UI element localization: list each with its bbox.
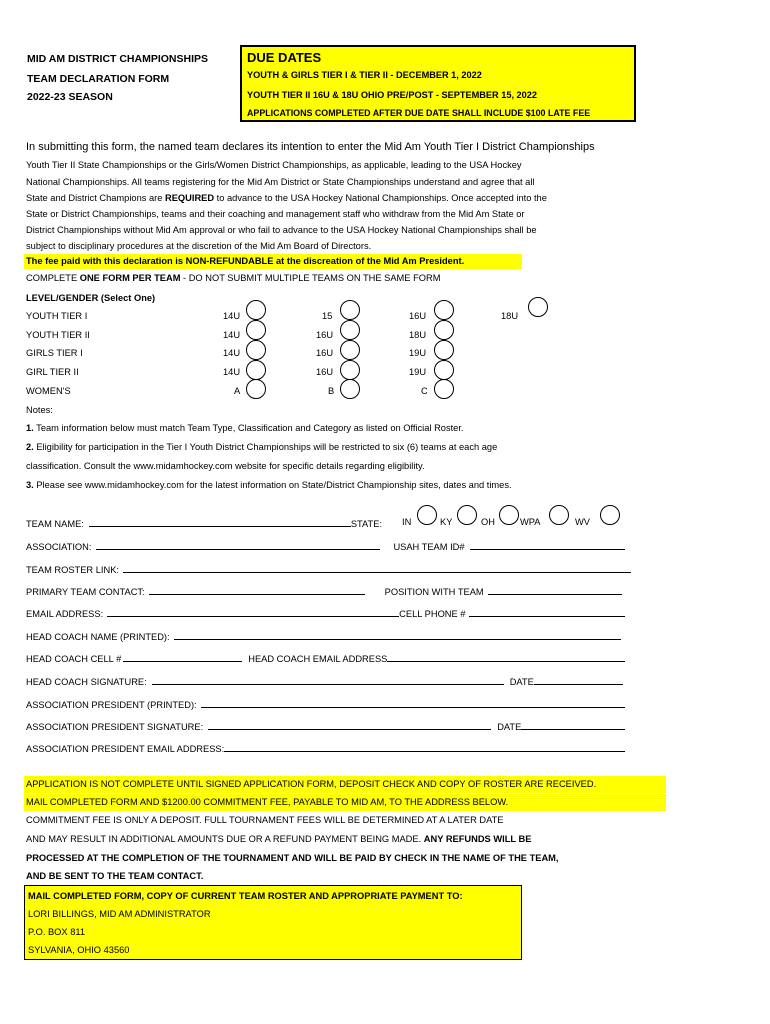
head-coach-name-field: HEAD COACH NAME (PRINTED): [26, 630, 621, 642]
level-label-youth-tier-1: YOUTH TIER I [26, 311, 88, 321]
assoc-president-date-input[interactable] [521, 720, 625, 730]
mailing-address-box [24, 885, 522, 960]
level-option-label: 16U [316, 348, 334, 358]
level-option-label: 16U [316, 330, 334, 340]
level-label-womens: WOMEN'S [26, 386, 71, 396]
radio-youth-tier-1-15[interactable] [340, 300, 360, 320]
level-option-label: 14U [223, 348, 241, 358]
head-coach-signature-input[interactable] [152, 675, 504, 685]
state-option-ky: KY [440, 517, 453, 527]
usah-team-id-input[interactable] [470, 540, 625, 550]
association-input[interactable] [96, 540, 380, 550]
due-dates-line3: APPLICATIONS COMPLETED AFTER DUE DATE SHALL INCLUDE $100 LATE FEE [247, 108, 591, 118]
level-label-youth-tier-2: YOUTH TIER II [26, 330, 90, 340]
level-option-label: C [421, 386, 428, 396]
intro-line4: State or District Championships, teams and their coaching and management staff who withdraw from the Mid Am State or [26, 209, 525, 219]
radio-youth-tier-2-18u[interactable] [434, 320, 454, 340]
level-option-label: 15 [322, 311, 333, 321]
level-option-label: B [328, 386, 335, 396]
due-dates-line2: YOUTH TIER II 16U & 18U OHIO PRE/POST - SEPTEMBER 15, 2022 [247, 90, 537, 100]
radio-womens-b[interactable] [340, 379, 360, 399]
state-option-wpa: WPA [520, 517, 541, 527]
radio-state-ky[interactable] [457, 505, 477, 525]
note-2: 2. Eligibility for participation in the Tier I Youth District Championships will be restricted to six (6) teams at each age [26, 442, 498, 452]
radio-state-wpa[interactable] [549, 505, 569, 525]
note-3: 3. Please see www.midamhockey.com for the latest information on State/District Championship sites, dates and times. [26, 480, 512, 490]
address-line3: SYLVANIA, OHIO 43560 [28, 945, 130, 955]
head-coach-name-input[interactable] [174, 630, 621, 640]
due-dates-line1: YOUTH & GIRLS TIER I & TIER II - DECEMBER 1, 2022 [247, 70, 482, 80]
radio-state-wv[interactable] [600, 505, 620, 525]
email-input[interactable] [107, 607, 399, 617]
radio-youth-tier-1-16u[interactable] [434, 300, 454, 320]
commitment-fee-line4: AND BE SENT TO THE TEAM CONTACT. [26, 871, 204, 881]
radio-youth-tier-1-14u[interactable] [246, 300, 266, 320]
radio-womens-c[interactable] [434, 379, 454, 399]
radio-youth-tier-2-16u[interactable] [340, 320, 360, 340]
level-option-label: 19U [409, 348, 427, 358]
level-option-label: A [234, 386, 241, 396]
note-2-cont: classification. Consult the www.midamhockey.com website for specific details regarding eligibility. [26, 461, 425, 471]
address-line2: P.O. BOX 811 [28, 927, 86, 937]
radio-youth-tier-1-18u[interactable] [528, 297, 548, 317]
intro-line5: District Championships without Mid Am approval or who fail to advance to the USA Hockey National Championships shall be [26, 225, 537, 235]
primary-contact-input[interactable] [149, 585, 365, 595]
address-line1: LORI BILLINGS, MID AM ADMINISTRATOR [28, 909, 211, 919]
due-dates-title: DUE DATES [247, 50, 322, 65]
level-option-label: 18U [501, 311, 519, 321]
level-gender-title: LEVEL/GENDER (Select One) [26, 293, 156, 303]
level-option-label: 16U [316, 367, 334, 377]
radio-girls-tier-1-14u[interactable] [246, 340, 266, 360]
level-option-label: 16U [409, 311, 427, 321]
head-coach-contact-field: HEAD COACH CELL # HEAD COACH EMAIL ADDRESS [26, 652, 625, 664]
level-label-girls-tier-1: GIRLS TIER I [26, 348, 83, 358]
head-coach-email-input[interactable] [387, 652, 625, 662]
association-field: ASSOCIATION: USAH TEAM ID# [26, 540, 625, 552]
intro-line6: subject to disciplinary procedures at the discretion of the Mid Am Board of Directors. [26, 241, 372, 251]
commitment-fee-line2: AND MAY RESULT IN ADDITIONAL AMOUNTS DUE OR A REFUND PAYMENT BEING MADE. ANY REFUNDS WILL BE [26, 834, 532, 844]
level-option-label: 19U [409, 367, 427, 377]
intro-line3: State and District Champions are REQUIRED to advance to the USA Hockey National Championships. Once accepted into the [26, 193, 547, 203]
level-option-label: 14U [223, 330, 241, 340]
radio-womens-a[interactable] [246, 379, 266, 399]
position-input[interactable] [488, 585, 622, 595]
level-option-label: 14U [223, 367, 241, 377]
radio-state-in[interactable] [417, 505, 437, 525]
cell-phone-input[interactable] [469, 607, 625, 617]
assoc-president-name-input[interactable] [201, 698, 625, 708]
radio-girls-tier-1-16u[interactable] [340, 340, 360, 360]
roster-link-input[interactable] [123, 563, 631, 573]
radio-girl-tier-2-16u[interactable] [340, 360, 360, 380]
commitment-fee-line3: PROCESSED AT THE COMPLETION OF THE TOURNAMENT AND WILL BE PAID BY CHECK IN THE NAME OF THE TEAM, [26, 853, 559, 863]
state-option-oh: OH [481, 517, 495, 527]
radio-girl-tier-2-19u[interactable] [434, 360, 454, 380]
notes-title: Notes: [26, 405, 53, 415]
commitment-fee-line1: COMMITMENT FEE IS ONLY A DEPOSIT. FULL TOURNAMENT FEES WILL BE DETERMINED AT A LATER DATE [26, 815, 504, 825]
roster-link-field: TEAM ROSTER LINK: [26, 563, 631, 575]
radio-youth-tier-2-14u[interactable] [246, 320, 266, 340]
head-coach-date-input[interactable] [534, 675, 623, 685]
team-name-input[interactable] [89, 517, 351, 527]
head-coach-cell-input[interactable] [123, 652, 242, 662]
note-1: 1. Team information below must match Team Type, Classification and Category as listed on Official Roster. [26, 423, 464, 433]
state-option-wv: WV [575, 517, 590, 527]
team-name-field: TEAM NAME: STATE: [26, 519, 383, 529]
header-title: MID AM DISTRICT CHAMPIONSHIPS [27, 53, 209, 65]
intro-line2: National Championships. All teams registering for the Mid Am District or State Championships understand and agree that all [26, 177, 535, 187]
due-dates-box [240, 45, 636, 122]
assoc-president-email-input[interactable] [224, 742, 625, 752]
intro-lead: In submitting this form, the named team declares its intention to enter the Mid Am Youth Tier I District Championships [26, 141, 595, 153]
state-option-in: IN [402, 517, 412, 527]
head-coach-signature-field: HEAD COACH SIGNATURE: DATE [26, 675, 623, 687]
assoc-president-email-field: ASSOCIATION PRESIDENT EMAIL ADDRESS: [26, 742, 625, 754]
mail-fee-notice: MAIL COMPLETED FORM AND $1200.00 COMMITMENT FEE, PAYABLE TO MID AM, TO THE ADDRESS BELOW. [24, 794, 666, 811]
primary-contact-field: PRIMARY TEAM CONTACT: POSITION WITH TEAM [26, 585, 622, 597]
level-option-label: 18U [409, 330, 427, 340]
radio-state-oh[interactable] [499, 505, 519, 525]
level-option-label: 14U [223, 311, 241, 321]
email-field: EMAIL ADDRESS: CELL PHONE # [26, 607, 625, 619]
header-season: 2022-23 SEASON [27, 91, 113, 103]
complete-instruction: COMPLETE ONE FORM PER TEAM - DO NOT SUBMIT MULTIPLE TEAMS ON THE SAME FORM [26, 273, 441, 283]
header-form: TEAM DECLARATION FORM [27, 73, 170, 85]
level-label-girl-tier-2: GIRL TIER II [26, 367, 79, 377]
assoc-president-signature-input[interactable] [208, 720, 491, 730]
intro-line1: Youth Tier II State Championships or the Girls/Women District Championships, as applicable, leading to the USA Hockey [26, 160, 522, 170]
mailing-box-title: MAIL COMPLETED FORM, COPY OF CURRENT TEAM ROSTER AND APPROPRIATE PAYMENT TO: [28, 891, 463, 901]
radio-girls-tier-1-19u[interactable] [434, 340, 454, 360]
assoc-president-signature-field: ASSOCIATION PRESIDENT SIGNATURE: DATE [26, 720, 625, 732]
radio-girl-tier-2-14u[interactable] [246, 360, 266, 380]
application-notice: APPLICATION IS NOT COMPLETE UNTIL SIGNED APPLICATION FORM, DEPOSIT CHECK AND COPY OF ROSTER ARE RECEIVED. [24, 776, 666, 793]
fee-notice: The fee paid with this declaration is NON-REFUNDABLE at the discreation of the Mid Am President. [24, 254, 522, 269]
assoc-president-name-field: ASSOCIATION PRESIDENT (PRINTED): [26, 698, 625, 710]
